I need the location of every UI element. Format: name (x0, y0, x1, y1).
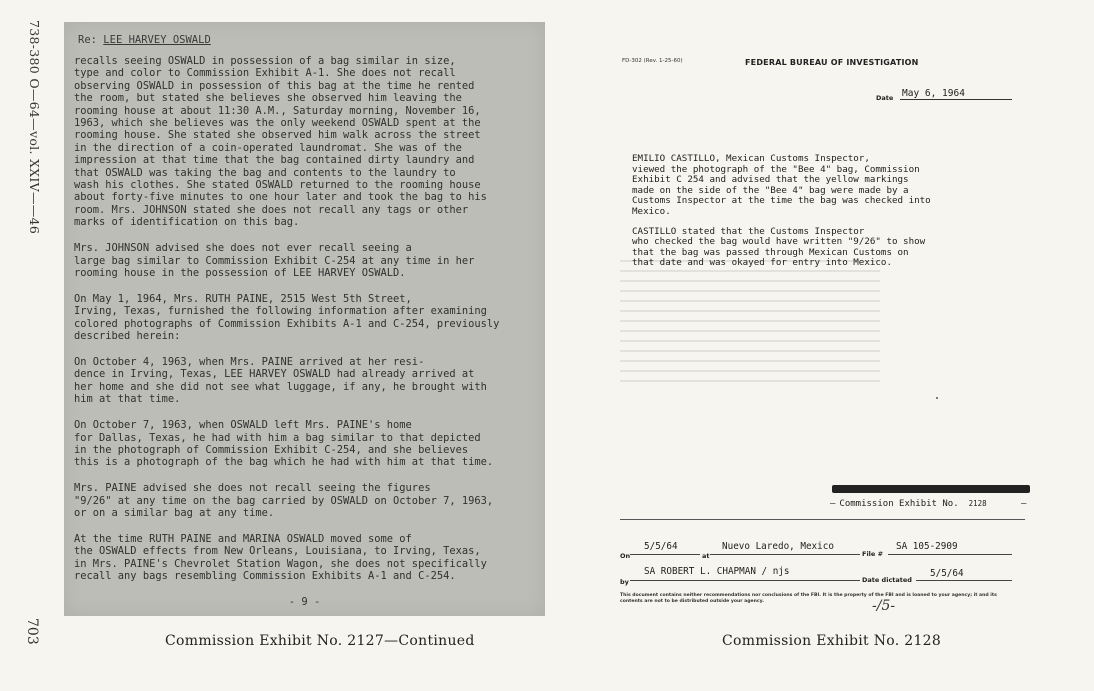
caption-left: Commission Exhibit No. 2127—Continued (165, 633, 475, 649)
re-subject: LEE HARVEY OSWALD (103, 34, 211, 46)
at-value: Nuevo Laredo, Mexico (722, 541, 834, 552)
speck (936, 397, 938, 399)
paragraph: CASTILLO stated that the Customs Inspector who checked the bag would have written "9/26" to show that the bag was passed through Mexican Customs on that date and was okayed for entry into Mexico. (632, 225, 926, 269)
file-label: File # (862, 550, 884, 558)
exhibit-2127-page (64, 22, 545, 616)
re-line (78, 34, 211, 46)
divider (620, 519, 1025, 520)
on-underline (630, 554, 700, 555)
paragraph: On October 4, 1963, when Mrs. PAINE arrived at her resi- dence in Irving, Texas, LEE HARVEY OSWALD had already arrived at her home and she did not see what luggage, if any, he brought with him at that time. (74, 356, 487, 406)
paragraph: On May 1, 1964, Mrs. RUTH PAINE, 2515 West 5th Street, Irving, Texas, furnished the following information after examining colored photographs of Commission Exhibits A-1 and C-254, previously described herein: (74, 292, 500, 343)
form-number: FD-302 (Rev. 1-25-60) (622, 58, 683, 64)
handwritten-mark: -/5- (872, 598, 896, 614)
date-value: May 6, 1964 (900, 88, 1012, 100)
paragraph: At the time RUTH PAINE and MARINA OSWALD moved some of the OSWALD effects from New Orleans, Louisiana, to Irving, Texas, in Mrs. PAINE's Chevrolet Station Wagon, she does not specifically recall any bags resembling Commission Exhibits A-1 and C-254. (74, 533, 487, 583)
dictated-label: Date dictated (862, 576, 912, 584)
page-number: 703 (24, 618, 40, 645)
paragraph: On October 7, 1963, when OSWALD left Mrs. PAINE's home for Dallas, Texas, he had with him a bag similar to that depicted in the photograph of Commission Exhibit C-254, and she believes this is a photograph of the bag which he had with him at that time. (74, 419, 494, 469)
on-label: On (620, 552, 631, 560)
report-body (632, 154, 952, 278)
caption-right: Commission Exhibit No. 2128 (722, 633, 942, 649)
paragraph: Mrs. PAINE advised she does not recall seeing the figures "9/26" at any time on the bag carried by OSWALD on October 7, 1963, or on a similar bag at any time. (74, 482, 494, 520)
exhibit-line: — Commission Exhibit No. 2128 (830, 499, 987, 509)
by-underline (630, 580, 860, 581)
by-value: SA ROBERT L. CHAPMAN / njs (644, 566, 790, 577)
doc-page-number: - 9 - (288, 596, 321, 608)
volume-label: 738-380 O—64—vol. XXIV——46 (27, 20, 42, 235)
by-label: by (620, 578, 629, 586)
exhibit-label: Commission Exhibit No. (839, 499, 959, 509)
disclaimer: This document contains neither recommendations nor conclusions of the FBI. It is the property of the FBI and is loaned to your agency; it and its contents are not to be distributed outside your agency. (620, 593, 997, 604)
paragraph: Mrs. JOHNSON advised she does not ever recall seeing a large bag similar to Commission Exhibit C-254 at any time in her rooming house in the possession of LEE HARVEY OSWALD. (74, 242, 475, 279)
at-underline (710, 554, 860, 555)
at-label: at (702, 552, 710, 560)
exhibit-number: 2128 (968, 499, 987, 508)
date-label: Date (876, 94, 894, 102)
file-underline (888, 554, 1012, 555)
paragraph: EMILIO CASTILLO, Mexican Customs Inspector, viewed the photograph of the "Bee 4" bag, Commission Exhibit C 254 and advised that the yellow markings made on the side of the "Bee 4" bag were made by a Customs Inspector at the time the bag was checked into Mexico. (632, 153, 931, 217)
exhibit-dash: — (1021, 499, 1027, 509)
report-body (74, 55, 538, 596)
file-value: SA 105-2909 (896, 541, 958, 552)
exhibit-2128-page (600, 30, 1080, 620)
exhibit-bar (832, 485, 1030, 493)
bleed-through-texture (620, 260, 880, 390)
re-label: Re: (78, 34, 97, 46)
on-value: 5/5/64 (644, 541, 678, 552)
dictated-value: 5/5/64 (930, 568, 964, 579)
paragraph: recalls seeing OSWALD in possession of a bag similar in size, type and color to Commission Exhibit A-1. She does not recall observing OSWALD in possession of this bag at the time he rented the room, but stated she believes she observed him leaving the rooming house at about 11:30 A.M., Saturday morning, November 16, 1963, which she believes was the only weekend OSWALD spent at the rooming house. She stated she observed him walk across the street in the direction of a coin-operated laundromat. She was of the impression at that time that the bag contained dirty laundry and that OSWALD was taking the bag and contents to the laundry to wash his clothes. She stated OSWALD returned to the rooming house about forty-five minutes to one hour later and took the bag to his room. Mrs. JOHNSON stated she does not recall any tags or other marks of identification on this bag. (74, 55, 487, 229)
agency-header: FEDERAL BUREAU OF INVESTIGATION (745, 58, 919, 67)
dictated-underline (916, 580, 1012, 581)
